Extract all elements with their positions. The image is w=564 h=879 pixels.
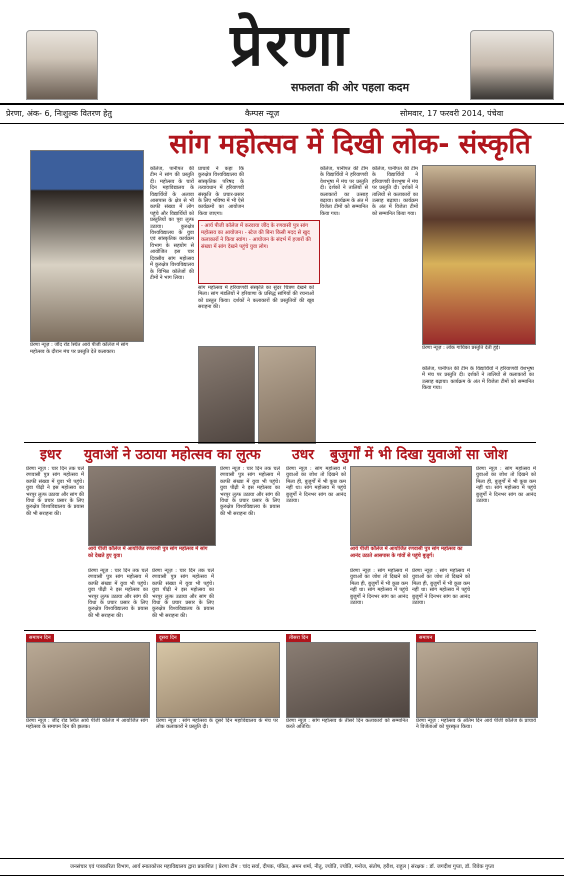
bottom-tag-3: तीसरा दिन xyxy=(286,634,311,642)
lead-col-6: कॉलेज, पानीपत की टीम के विद्यार्थियों ने हरियाणवी वेशभूषा में मंच पर प्रस्तुति दी। दर्शकों ने तालियों से कलाकारों का उत्साह बढ़ाया। कार्यक्रम के अंत में विजेता टीमों को सम्मानित किया गया। xyxy=(422,366,534,392)
right-section-photo xyxy=(350,466,472,546)
bottom-story-3: प्रेरणा न्यूज़ : सांग महोत्सव के तीसरे दिन कलाकारों को सम्मानित करते अतिथि। xyxy=(286,718,408,731)
left-section-text: प्रेरणा न्यूज़ : चार दिन तक चले रणवासी पुत्र सांग महोत्सव में काफी संख्या में युवा भी पहुंचे। युवा पीढ़ी ने इस महोत्सव का भरपूर लुत्फ उठाया और सांग की विधा के प्रचार प्रसार के लिए कुरुक्षेत्र विश्वविद्यालय के प्रयास की भी सराहना की। xyxy=(26,466,84,517)
right-section-tag: उधर xyxy=(292,447,315,463)
lead-highlight-box: - आर्य पीजी कॉलेज में करवाया जींद के रणवासी पुत्र सांग महोत्सव का आयोजन। - स्टेज की बिना किसी मदद से खुद कलाकारों ने किया स्वांग। - आयोजन के संदर्भ में हजारों की संख्या में सांग देखने पहुंचे युवा लोग। xyxy=(198,220,320,284)
bottom-photo-3 xyxy=(286,642,410,718)
issue-info: प्रेरणा, अंक- 6, निःशुल्क वितरण हेतु xyxy=(6,109,112,118)
bottom-photo-2 xyxy=(156,642,280,718)
lead-caption-right: प्रेरणा न्यूज़ : लोक गायिका प्रस्तुति देती हुई। xyxy=(422,345,501,351)
left-section-col-2: प्रेरणा न्यूज़ : चार दिन तक चले रणवासी पुत्र सांग महोत्सव में काफी संख्या में युवा भी पहुंचे। युवा पीढ़ी ने इस महोत्सव का भरपूर लुत्फ उठाया और सांग की विधा के प्रचार प्रसार के लिए कुरुक्षेत्र विश्वविद्यालय के प्रयास की भी सराहना की। xyxy=(88,568,148,619)
footer-credits: जनसंचार एवं पत्रकारिता विभाग, आर्य स्नातकोत्तर महाविद्यालय द्वारा प्रकाशित | प्रेरणा टीम : चांद सर्वा, दीपक, पंकित, अमन शर्मा, नीतू, ज्योति, ज्योति, मनोज, संतोष, हरीश, राहुल | संरक्षक : डॉ. जगदीश गुप्ता, डॉ. विवेक गुप्ता xyxy=(0,858,564,876)
left-section-col-4: प्रेरणा न्यूज़ : चार दिन तक चले रणवासी पुत्र सांग महोत्सव में काफी संख्या में युवा भी पहुंचे। युवा पीढ़ी ने इस महोत्सव का भरपूर लुत्फ उठाया और सांग की विधा के प्रचार प्रसार के लिए कुरुक्षेत्र विश्वविद्यालय के प्रयास की भी सराहना की। xyxy=(220,466,280,517)
right-section-headline: बुजुर्गों में भी दिखा युवाओं सा जोश xyxy=(330,447,508,463)
newspaper-title: प्रेरणा xyxy=(230,11,350,79)
lead-headline: सांग महोत्सव में दिखी लोक- संस्कृति xyxy=(169,129,531,160)
right-section-col-2: प्रेरणा न्यूज़ : सांग महोत्सव में युवाओं का जोश तो दिखने को मिला ही, बुजुर्गों में भी कुछ कम नहीं था। सांग महोत्सव में पहुंचे बुजुर्गों ने दिनभर सांग का आनंद उठाया। xyxy=(350,568,408,607)
bottom-story-2: प्रेरणा न्यूज़ : सांग महोत्सव के दूसरे दिन महाविद्यालय के मंच पर लोक कलाकारों ने प्रस्तुति दी। xyxy=(156,718,278,731)
lead-col-2: प्राचार्य ने कहा कि कुरुक्षेत्र विश्वविद्यालय की सांस्कृतिक परिषद के तत्वावधान में हरियाणवी संस्कृति के प्रचार-प्रसार के लिए भविष्य में भी ऐसे कार्यक्रमों का आयोजन किया जाएगा। xyxy=(198,166,244,216)
lead-col-1: कॉलेज, पानीपत की टीम ने सांग की प्रस्तुति दी। महोत्सव के चारों दिन महाविद्यालय के विद्यार्थियों के अलावा आसपास के क्षेत्र से भी काफी संख्या में लोग पहुंचे और विद्यार्थियों को प्रस्तुतियों का पूरा लुत्फ उठाया। कुरुक्षेत्र विश्वविद्यालय के युवा एवं सांस्कृतिक कार्यक्रम विभाग के सहयोग से आयोजित इस चार दिवसीय सांग महोत्सव में कुरुक्षेत्र विश्वविद्यालय के विभिन्न कॉलेजों की टीमों ने भाग लिया। xyxy=(150,166,194,281)
bottom-tag-1: समापन दिन xyxy=(26,634,54,642)
right-section-col-4: प्रेरणा न्यूज़ : सांग महोत्सव में युवाओं का जोश तो दिखने को मिला ही, बुजुर्गों में भी कुछ कम नहीं था। सांग महोत्सव में पहुंचे बुजुर्गों ने दिनभर सांग का आनंद उठाया। xyxy=(476,466,536,505)
bottom-tag-4: समापन xyxy=(416,634,435,642)
issue-date: सोमवार, 17 फरवरी 2014, पंचेवा xyxy=(400,109,504,118)
left-section-tag: इधर xyxy=(40,447,62,463)
section-divider xyxy=(24,442,536,443)
section-divider-2 xyxy=(24,630,536,631)
lead-photo-left xyxy=(30,150,144,342)
bottom-story-1: प्रेरणा न्यूज़ : जींद रोड स्थित आर्य पीजी कॉलेज में आयोजित सांग महोत्सव के समापन दिन की झलक। xyxy=(26,718,148,731)
lead-col-4: कॉलेज, पानीपत की टीम के विद्यार्थियों ने हरियाणवी वेशभूषा में मंच पर प्रस्तुति दी। दर्शकों ने तालियों से कलाकारों का उत्साह बढ़ाया। कार्यक्रम के अंत में विजेता टीमों को सम्मानित किया गया। xyxy=(320,166,368,217)
bottom-photo-4 xyxy=(416,642,538,718)
bottom-tag-2: दूसरा दिन xyxy=(156,634,180,642)
left-section-headline: युवाओं ने उठाया महोत्सव का लुत्फ xyxy=(84,447,261,463)
right-section-col-3: प्रेरणा न्यूज़ : सांग महोत्सव में युवाओं का जोश तो दिखने को मिला ही, बुजुर्गों में भी कुछ कम नहीं था। सांग महोत्सव में पहुंचे बुजुर्गों ने दिनभर सांग का आनंद उठाया। xyxy=(412,568,470,607)
info-bar xyxy=(0,103,564,124)
right-section-text: प्रेरणा न्यूज़ : सांग महोत्सव में युवाओं का जोश तो दिखने को मिला ही, बुजुर्गों में भी कुछ कम नहीं था। सांग महोत्सव में पहुंचे बुजुर्गों ने दिनभर सांग का आनंद उठाया। xyxy=(286,466,346,505)
lead-caption-left: प्रेरणा न्यूज़ : जींद रोड स्थित आर्य पीजी कॉलेज में सांग महोत्सव के दौरान मंच पर प्रस्तुति देते कलाकार। xyxy=(30,342,129,355)
lead-photo-audience xyxy=(198,346,255,444)
photographer-photo xyxy=(470,30,554,100)
bottom-photo-1 xyxy=(26,642,150,718)
founder-photo xyxy=(26,30,98,100)
lead-photo-right xyxy=(422,165,536,345)
left-section-photo xyxy=(88,466,216,546)
right-section-caption: आर्य पीजी कॉलेज में आयोजित रणवासी पुत्र सांग महोत्सव का आनंद उठाते आसपास के गांवों से पहुंचे बुजुर्ग। xyxy=(350,546,463,559)
lead-col-3: सांग महोत्सव में हरियाणवी संस्कृति का सुंदर चित्रण देखने को मिला। सांग मंडलियों ने हरियाणा के प्रसिद्ध सांगियों की रचनाओं को प्रस्तुत किया। दर्शकों ने कलाकारों की प्रस्तुतियों की खूब सराहना की। xyxy=(198,285,314,311)
left-section-col-3: प्रेरणा न्यूज़ : चार दिन तक चले रणवासी पुत्र सांग महोत्सव में काफी संख्या में युवा भी पहुंचे। युवा पीढ़ी ने इस महोत्सव का भरपूर लुत्फ उठाया और सांग की विधा के प्रचार प्रसार के लिए कुरुक्षेत्र विश्वविद्यालय के प्रयास की भी सराहना की। xyxy=(152,568,214,619)
lead-col-5: कॉलेज, पानीपत की टीम के विद्यार्थियों ने हरियाणवी वेशभूषा में मंच पर प्रस्तुति दी। दर्शकों ने तालियों से कलाकारों का उत्साह बढ़ाया। कार्यक्रम के अंत में विजेता टीमों को सम्मानित किया गया। xyxy=(372,166,418,217)
lead-photo-officials xyxy=(258,346,316,444)
tagline: सफलता की ओर पहला कदम xyxy=(290,81,410,94)
masthead xyxy=(0,0,564,100)
bottom-story-4: प्रेरणा न्यूज़ : महोत्सव के अंतिम दिन आर्य पीजी कॉलेज के प्राचार्य ने विजेताओं को पुरस्कृत किया। xyxy=(416,718,536,731)
left-section-caption: आर्य पीजी कॉलेज में आयोजित रणवासी पुत्र सांग महोत्सव में सांग को देखते हुए युवा। xyxy=(88,546,208,559)
section-name: कैम्पस न्यूज़ xyxy=(245,109,280,118)
